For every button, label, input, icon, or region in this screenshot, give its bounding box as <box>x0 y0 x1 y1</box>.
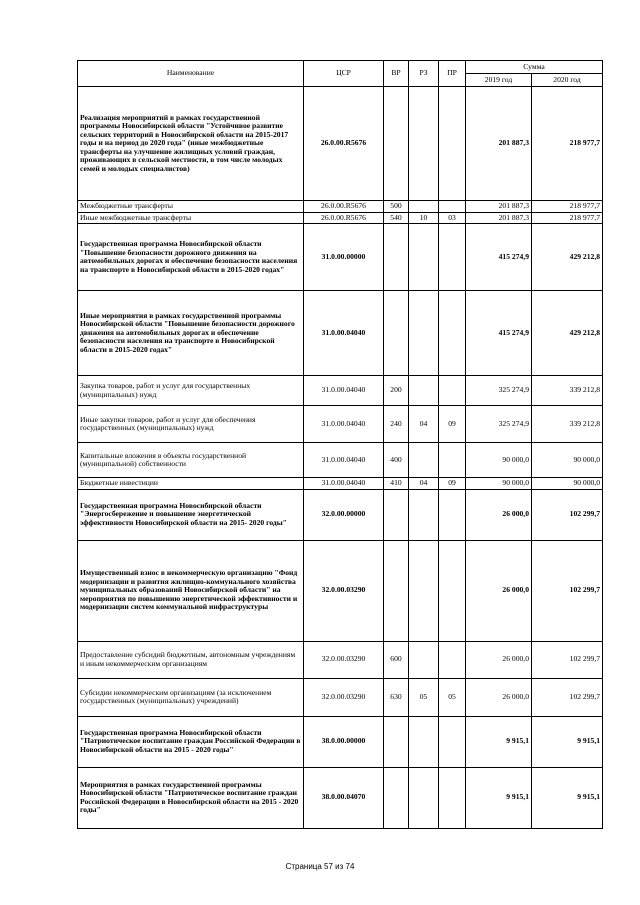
table-row <box>78 716 603 767</box>
page-footer: Страница 57 из 74 <box>285 862 355 871</box>
cell-2020: 102 299,7 <box>532 540 603 641</box>
cell-rz: 05 <box>409 678 439 716</box>
cell-pr: 03 <box>439 212 466 224</box>
cell-rz <box>409 291 439 376</box>
cell-csr: 32.0.00.03290 <box>304 641 384 678</box>
cell-pr <box>439 443 466 478</box>
cell-name: Закупка товаров, работ и услуг для государственных (муниципальных) нужд <box>78 376 304 406</box>
header-year-2020: 2020 год <box>532 74 603 87</box>
cell-vr <box>384 291 409 376</box>
cell-vr: 500 <box>384 201 409 213</box>
table-row <box>78 291 603 376</box>
cell-name: Государственная программа Новосибирской области "Энергосбережение и повышение энергетической эффективности Новосибирской области на 2015- 2020 годы" <box>78 489 304 540</box>
cell-2019: 325 274,9 <box>466 376 532 406</box>
cell-2020: 90 000,0 <box>532 443 603 478</box>
table-row <box>78 489 603 540</box>
table-row <box>78 678 603 716</box>
cell-rz <box>409 224 439 291</box>
cell-vr <box>384 489 409 540</box>
cell-name: Государственная программа Новосибирской области "Патриотическое воспитание граждан Российской Федерации в Новосибирской области на 2015 - 2020 годы" <box>78 716 304 767</box>
cell-csr: 38.0.00.00000 <box>304 716 384 767</box>
cell-vr: 540 <box>384 212 409 224</box>
cell-csr: 38.0.00.04070 <box>304 767 384 828</box>
cell-name: Имущественный взнос в некоммерческую организацию "Фонд модернизации и развития жилищно-коммунального хозяйства муниципальных образований Новосибирской области" на мероприятия по повышению энергетической эффективности и модернизации систем коммунальной инфраструктуры <box>78 540 304 641</box>
cell-pr <box>439 201 466 213</box>
table-row <box>78 224 603 291</box>
table-row <box>78 478 603 490</box>
cell-rz <box>409 641 439 678</box>
cell-pr: 09 <box>439 406 466 443</box>
cell-pr <box>439 224 466 291</box>
cell-name: Иные межбюджетные трансферты <box>78 212 304 224</box>
cell-csr: 32.0.00.03290 <box>304 678 384 716</box>
cell-vr: 630 <box>384 678 409 716</box>
cell-rz <box>409 489 439 540</box>
header-rz: РЗ <box>409 61 439 87</box>
cell-2020: 339 212,8 <box>532 376 603 406</box>
table-row <box>78 641 603 678</box>
cell-csr: 26.0.00.R5676 <box>304 201 384 213</box>
cell-2019: 26 000,0 <box>466 641 532 678</box>
table-row <box>78 201 603 213</box>
header-pr: ПР <box>439 61 466 87</box>
cell-csr: 31.0.00.04040 <box>304 443 384 478</box>
cell-vr: 200 <box>384 376 409 406</box>
table-row <box>78 212 603 224</box>
cell-2019: 415 274,9 <box>466 291 532 376</box>
cell-pr <box>439 87 466 201</box>
header-name: Наименование <box>78 61 304 87</box>
cell-vr <box>384 716 409 767</box>
cell-pr <box>439 376 466 406</box>
table-row <box>78 767 603 828</box>
header-year-2019: 2019 год <box>466 74 532 87</box>
cell-rz <box>409 716 439 767</box>
cell-vr <box>384 87 409 201</box>
cell-csr: 31.0.00.04040 <box>304 406 384 443</box>
cell-csr: 31.0.00.00000 <box>304 224 384 291</box>
cell-csr: 31.0.00.04040 <box>304 376 384 406</box>
cell-csr: 32.0.00.03290 <box>304 540 384 641</box>
table-row <box>78 87 603 201</box>
cell-csr: 31.0.00.04040 <box>304 291 384 376</box>
cell-rz: 04 <box>409 478 439 490</box>
cell-pr <box>439 540 466 641</box>
cell-2019: 9 915,1 <box>466 767 532 828</box>
cell-2020: 102 299,7 <box>532 678 603 716</box>
cell-2019: 26 000,0 <box>466 540 532 641</box>
cell-2020: 218 977,7 <box>532 87 603 201</box>
cell-pr <box>439 291 466 376</box>
cell-name: Реализация мероприятий в рамках государственной программы Новосибирской области "Устойчивое развитие сельских территорий в Новосибирской области на 2015-2017 годы и на период до 2020 года" (иные межбюджетные трансферты на улучшение жилищных условий граждан, проживающих в сельской местности, в том числе молодых семей и молодых специалистов) <box>78 87 304 201</box>
cell-csr: 32.0.00.00000 <box>304 489 384 540</box>
cell-rz <box>409 443 439 478</box>
cell-pr: 09 <box>439 478 466 490</box>
cell-2019: 26 000,0 <box>466 489 532 540</box>
cell-2019: 9 915,1 <box>466 716 532 767</box>
cell-vr <box>384 224 409 291</box>
cell-2020: 339 212,8 <box>532 406 603 443</box>
cell-rz <box>409 87 439 201</box>
cell-vr: 410 <box>384 478 409 490</box>
header-csr: ЦСР <box>304 61 384 87</box>
cell-rz <box>409 767 439 828</box>
cell-2019: 26 000,0 <box>466 678 532 716</box>
header-sum: Сумма <box>466 61 603 74</box>
cell-pr: 05 <box>439 678 466 716</box>
cell-pr <box>439 641 466 678</box>
cell-name: Бюджетные инвестиции <box>78 478 304 490</box>
table-body <box>78 87 603 829</box>
cell-2020: 9 915,1 <box>532 767 603 828</box>
cell-csr: 31.0.00.04040 <box>304 478 384 490</box>
cell-2020: 429 212,8 <box>532 224 603 291</box>
cell-2020: 102 299,7 <box>532 489 603 540</box>
header-row <box>78 61 603 74</box>
cell-2020: 90 000,0 <box>532 478 603 490</box>
cell-rz <box>409 540 439 641</box>
table-row <box>78 376 603 406</box>
header-vr: ВР <box>384 61 409 87</box>
cell-vr: 400 <box>384 443 409 478</box>
budget-table <box>77 60 603 829</box>
cell-2019: 325 274,9 <box>466 406 532 443</box>
cell-2019: 201 887,3 <box>466 212 532 224</box>
budget-table-container <box>77 60 603 829</box>
cell-name: Межбюджетные трансферты <box>78 201 304 213</box>
cell-name: Иные закупки товаров, работ и услуг для обеспечения государственных (муниципальных) нужд <box>78 406 304 443</box>
cell-2020: 218 977,7 <box>532 212 603 224</box>
cell-csr: 26.0.00.R5676 <box>304 87 384 201</box>
cell-2020: 9 915,1 <box>532 716 603 767</box>
cell-vr: 240 <box>384 406 409 443</box>
cell-name: Предоставление субсидий бюджетным, автономным учреждениям и иным некоммерческим организациям <box>78 641 304 678</box>
table-row <box>78 406 603 443</box>
cell-2019: 90 000,0 <box>466 478 532 490</box>
cell-2020: 429 212,8 <box>532 291 603 376</box>
cell-2019: 201 887,3 <box>466 87 532 201</box>
cell-2020: 218 977,7 <box>532 201 603 213</box>
table-row <box>78 443 603 478</box>
cell-rz <box>409 201 439 213</box>
cell-vr <box>384 540 409 641</box>
cell-vr <box>384 767 409 828</box>
cell-pr <box>439 716 466 767</box>
cell-vr: 600 <box>384 641 409 678</box>
cell-2019: 201 887,3 <box>466 201 532 213</box>
cell-name: Субсидии некоммерческим организациям (за исключением государственных (муниципальных) учреждений) <box>78 678 304 716</box>
cell-name: Мероприятия в рамках государственной программы Новосибирской области "Патриотическое воспитание граждан Российской Федерации в Новосибирской области на 2015 - 2020 годы" <box>78 767 304 828</box>
cell-pr <box>439 767 466 828</box>
cell-rz: 10 <box>409 212 439 224</box>
table-row <box>78 540 603 641</box>
cell-name: Капитальные вложения в объекты государственной (муниципальной) собственности <box>78 443 304 478</box>
cell-name: Государственная программа Новосибирской области "Повышение безопасности дорожного движения на автомобильных дорогах и обеспечение безопасности населения на транспорте в Новосибирской области в 2015-2020 годах" <box>78 224 304 291</box>
cell-2019: 90 000,0 <box>466 443 532 478</box>
cell-2020: 102 299,7 <box>532 641 603 678</box>
cell-name: Иные мероприятия в рамках государственной программы Новосибирской области "Повышение безопасности дорожного движения на автомобильных дорогах и обеспечение безопасности населения на транспорте в Новосибирской области в 2015-2020 годах" <box>78 291 304 376</box>
cell-pr <box>439 489 466 540</box>
cell-csr: 26.0.00.R5676 <box>304 212 384 224</box>
cell-rz <box>409 376 439 406</box>
cell-2019: 415 274,9 <box>466 224 532 291</box>
cell-rz: 04 <box>409 406 439 443</box>
